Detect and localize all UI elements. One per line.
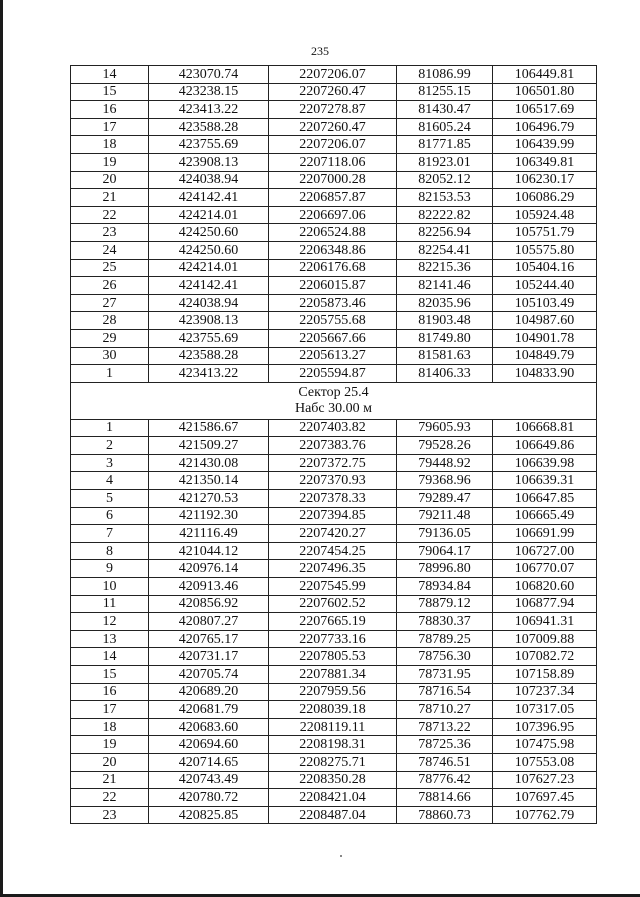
sector-header-section bbox=[71, 382, 597, 419]
coord-x-cell: 423755.69 bbox=[149, 329, 269, 347]
local-y-cell: 105404.16 bbox=[493, 259, 597, 277]
local-x-cell: 79136.05 bbox=[397, 525, 493, 543]
local-y-cell: 105103.49 bbox=[493, 294, 597, 312]
point-number-cell: 20 bbox=[71, 753, 149, 771]
local-y-cell: 104849.79 bbox=[493, 347, 597, 365]
coord-y-cell: 2208198.31 bbox=[269, 736, 397, 754]
local-x-cell: 78713.22 bbox=[397, 718, 493, 736]
coord-x-cell: 421044.12 bbox=[149, 542, 269, 560]
local-y-cell: 106517.69 bbox=[493, 101, 597, 119]
table-row bbox=[71, 454, 597, 472]
table-row bbox=[71, 525, 597, 543]
coord-y-cell: 2208119.11 bbox=[269, 718, 397, 736]
local-y-cell: 106820.60 bbox=[493, 578, 597, 596]
local-x-cell: 78776.42 bbox=[397, 771, 493, 789]
local-x-cell: 82254.41 bbox=[397, 241, 493, 259]
table-row bbox=[71, 294, 597, 312]
table-row bbox=[71, 630, 597, 648]
coord-y-cell: 2207206.07 bbox=[269, 66, 397, 84]
table-row bbox=[71, 277, 597, 295]
table-row bbox=[71, 666, 597, 684]
coord-y-cell: 2207665.19 bbox=[269, 613, 397, 631]
local-y-cell: 106941.31 bbox=[493, 613, 597, 631]
coord-x-cell: 424214.01 bbox=[149, 206, 269, 224]
table-row bbox=[71, 419, 597, 437]
table-row bbox=[71, 753, 597, 771]
point-number-cell: 4 bbox=[71, 472, 149, 490]
local-y-cell: 105244.40 bbox=[493, 277, 597, 295]
coord-y-cell: 2205594.87 bbox=[269, 365, 397, 383]
coord-y-cell: 2207496.35 bbox=[269, 560, 397, 578]
coord-y-cell: 2208487.04 bbox=[269, 806, 397, 824]
coord-y-cell: 2207372.75 bbox=[269, 454, 397, 472]
coord-y-cell: 2207881.34 bbox=[269, 666, 397, 684]
coord-y-cell: 2206348.86 bbox=[269, 241, 397, 259]
sector-header-row bbox=[71, 382, 597, 419]
local-x-cell: 82222.82 bbox=[397, 206, 493, 224]
sector-header-cell bbox=[71, 382, 597, 419]
local-x-cell: 78756.30 bbox=[397, 648, 493, 666]
table-row bbox=[71, 683, 597, 701]
local-x-cell: 78996.80 bbox=[397, 560, 493, 578]
local-y-cell: 107475.98 bbox=[493, 736, 597, 754]
coord-x-cell: 421192.30 bbox=[149, 507, 269, 525]
coord-x-cell: 420681.79 bbox=[149, 701, 269, 719]
coord-y-cell: 2207118.06 bbox=[269, 153, 397, 171]
table-row bbox=[71, 648, 597, 666]
local-x-cell: 79368.96 bbox=[397, 472, 493, 490]
coord-x-cell: 423588.28 bbox=[149, 118, 269, 136]
point-number-cell: 5 bbox=[71, 490, 149, 508]
local-y-cell: 106501.80 bbox=[493, 83, 597, 101]
coord-y-cell: 2207378.33 bbox=[269, 490, 397, 508]
coord-y-cell: 2208350.28 bbox=[269, 771, 397, 789]
point-number-cell: 29 bbox=[71, 329, 149, 347]
local-x-cell: 79064.17 bbox=[397, 542, 493, 560]
point-number-cell: 24 bbox=[71, 241, 149, 259]
coord-x-cell: 420714.65 bbox=[149, 753, 269, 771]
point-number-cell: 20 bbox=[71, 171, 149, 189]
local-y-cell: 107627.23 bbox=[493, 771, 597, 789]
point-number-cell: 23 bbox=[71, 806, 149, 824]
table-row bbox=[71, 542, 597, 560]
point-number-cell: 6 bbox=[71, 507, 149, 525]
coord-y-cell: 2208275.71 bbox=[269, 753, 397, 771]
coord-x-cell: 423908.13 bbox=[149, 312, 269, 330]
coord-x-cell: 421430.08 bbox=[149, 454, 269, 472]
coord-x-cell: 420694.60 bbox=[149, 736, 269, 754]
coord-x-cell: 424214.01 bbox=[149, 259, 269, 277]
coord-x-cell: 421586.67 bbox=[149, 419, 269, 437]
local-x-cell: 78725.36 bbox=[397, 736, 493, 754]
coord-x-cell: 421509.27 bbox=[149, 437, 269, 455]
point-number-cell: 16 bbox=[71, 101, 149, 119]
coord-x-cell: 423070.74 bbox=[149, 66, 269, 84]
local-x-cell: 79211.48 bbox=[397, 507, 493, 525]
local-y-cell: 106639.31 bbox=[493, 472, 597, 490]
table-row bbox=[71, 66, 597, 84]
local-y-cell: 107237.34 bbox=[493, 683, 597, 701]
table-row bbox=[71, 771, 597, 789]
local-x-cell: 78860.73 bbox=[397, 806, 493, 824]
table-row bbox=[71, 789, 597, 807]
table-row bbox=[71, 101, 597, 119]
point-number-cell: 22 bbox=[71, 206, 149, 224]
local-x-cell: 82052.12 bbox=[397, 171, 493, 189]
coord-x-cell: 421116.49 bbox=[149, 525, 269, 543]
local-y-cell: 107082.72 bbox=[493, 648, 597, 666]
point-number-cell: 18 bbox=[71, 136, 149, 154]
local-x-cell: 78716.54 bbox=[397, 683, 493, 701]
local-x-cell: 81255.15 bbox=[397, 83, 493, 101]
table-row bbox=[71, 241, 597, 259]
local-y-cell: 107317.05 bbox=[493, 701, 597, 719]
local-x-cell: 81605.24 bbox=[397, 118, 493, 136]
coord-y-cell: 2205613.27 bbox=[269, 347, 397, 365]
coord-y-cell: 2207805.53 bbox=[269, 648, 397, 666]
local-y-cell: 106086.29 bbox=[493, 189, 597, 207]
coord-x-cell: 420705.74 bbox=[149, 666, 269, 684]
local-y-cell: 107009.88 bbox=[493, 630, 597, 648]
coord-x-cell: 420825.85 bbox=[149, 806, 269, 824]
local-x-cell: 78710.27 bbox=[397, 701, 493, 719]
table-section-after bbox=[71, 419, 597, 824]
table-row bbox=[71, 347, 597, 365]
local-x-cell: 82256.94 bbox=[397, 224, 493, 242]
local-x-cell: 79605.93 bbox=[397, 419, 493, 437]
local-y-cell: 106647.85 bbox=[493, 490, 597, 508]
table-row bbox=[71, 613, 597, 631]
local-y-cell: 104901.78 bbox=[493, 329, 597, 347]
table-row bbox=[71, 437, 597, 455]
coord-x-cell: 423413.22 bbox=[149, 101, 269, 119]
table-row bbox=[71, 507, 597, 525]
local-x-cell: 78879.12 bbox=[397, 595, 493, 613]
coord-x-cell: 420743.49 bbox=[149, 771, 269, 789]
table-row bbox=[71, 595, 597, 613]
local-y-cell: 104833.90 bbox=[493, 365, 597, 383]
point-number-cell: 14 bbox=[71, 66, 149, 84]
point-number-cell: 17 bbox=[71, 701, 149, 719]
local-y-cell: 106349.81 bbox=[493, 153, 597, 171]
point-number-cell: 15 bbox=[71, 666, 149, 684]
coord-y-cell: 2206697.06 bbox=[269, 206, 397, 224]
coord-y-cell: 2207454.25 bbox=[269, 542, 397, 560]
point-number-cell: 30 bbox=[71, 347, 149, 365]
coord-x-cell: 424142.41 bbox=[149, 189, 269, 207]
coord-x-cell: 423588.28 bbox=[149, 347, 269, 365]
local-y-cell: 105575.80 bbox=[493, 241, 597, 259]
local-x-cell: 82141.46 bbox=[397, 277, 493, 295]
coord-x-cell: 424250.60 bbox=[149, 241, 269, 259]
local-x-cell: 82153.53 bbox=[397, 189, 493, 207]
coord-x-cell: 420807.27 bbox=[149, 613, 269, 631]
point-number-cell: 19 bbox=[71, 736, 149, 754]
point-number-cell: 1 bbox=[71, 365, 149, 383]
local-x-cell: 82215.36 bbox=[397, 259, 493, 277]
local-x-cell: 78731.95 bbox=[397, 666, 493, 684]
coord-y-cell: 2207383.76 bbox=[269, 437, 397, 455]
table-row bbox=[71, 718, 597, 736]
local-y-cell: 106449.81 bbox=[493, 66, 597, 84]
local-y-cell: 104987.60 bbox=[493, 312, 597, 330]
coord-y-cell: 2207602.52 bbox=[269, 595, 397, 613]
local-y-cell: 106439.99 bbox=[493, 136, 597, 154]
table-row bbox=[71, 171, 597, 189]
table-row bbox=[71, 806, 597, 824]
local-x-cell: 82035.96 bbox=[397, 294, 493, 312]
local-y-cell: 106639.98 bbox=[493, 454, 597, 472]
table-row bbox=[71, 736, 597, 754]
sector-title: Сектор 25.4 bbox=[298, 384, 369, 400]
coord-y-cell: 2207000.28 bbox=[269, 171, 397, 189]
coord-y-cell: 2208039.18 bbox=[269, 701, 397, 719]
coord-x-cell: 420856.92 bbox=[149, 595, 269, 613]
local-x-cell: 81430.47 bbox=[397, 101, 493, 119]
point-number-cell: 14 bbox=[71, 648, 149, 666]
point-number-cell: 3 bbox=[71, 454, 149, 472]
coord-x-cell: 423413.22 bbox=[149, 365, 269, 383]
coord-y-cell: 2205755.68 bbox=[269, 312, 397, 330]
table-row bbox=[71, 118, 597, 136]
scan-speck bbox=[340, 855, 342, 857]
coord-x-cell: 423908.13 bbox=[149, 153, 269, 171]
point-number-cell: 9 bbox=[71, 560, 149, 578]
local-x-cell: 78746.51 bbox=[397, 753, 493, 771]
local-y-cell: 106496.79 bbox=[493, 118, 597, 136]
coord-y-cell: 2207420.27 bbox=[269, 525, 397, 543]
table-row bbox=[71, 136, 597, 154]
local-x-cell: 78934.84 bbox=[397, 578, 493, 596]
coord-y-cell: 2207733.16 bbox=[269, 630, 397, 648]
sector-subtitle: Набс 30.00 м bbox=[294, 400, 373, 416]
coord-y-cell: 2207206.07 bbox=[269, 136, 397, 154]
local-x-cell: 79448.92 bbox=[397, 454, 493, 472]
point-number-cell: 11 bbox=[71, 595, 149, 613]
local-x-cell: 81749.80 bbox=[397, 329, 493, 347]
local-x-cell: 81406.33 bbox=[397, 365, 493, 383]
point-number-cell: 26 bbox=[71, 277, 149, 295]
coord-x-cell: 420731.17 bbox=[149, 648, 269, 666]
local-y-cell: 107158.89 bbox=[493, 666, 597, 684]
page-number: 235 bbox=[311, 44, 329, 58]
point-number-cell: 21 bbox=[71, 189, 149, 207]
coord-y-cell: 2206176.68 bbox=[269, 259, 397, 277]
coord-x-cell: 423755.69 bbox=[149, 136, 269, 154]
local-y-cell: 107697.45 bbox=[493, 789, 597, 807]
coord-y-cell: 2207260.47 bbox=[269, 118, 397, 136]
coord-y-cell: 2207545.99 bbox=[269, 578, 397, 596]
table-row bbox=[71, 490, 597, 508]
point-number-cell: 25 bbox=[71, 259, 149, 277]
local-y-cell: 106230.17 bbox=[493, 171, 597, 189]
coord-y-cell: 2206857.87 bbox=[269, 189, 397, 207]
local-y-cell: 107762.79 bbox=[493, 806, 597, 824]
coord-x-cell: 423238.15 bbox=[149, 83, 269, 101]
point-number-cell: 2 bbox=[71, 437, 149, 455]
point-number-cell: 8 bbox=[71, 542, 149, 560]
coord-y-cell: 2207370.93 bbox=[269, 472, 397, 490]
coord-y-cell: 2207260.47 bbox=[269, 83, 397, 101]
table-section-before bbox=[71, 66, 597, 383]
local-x-cell: 78814.66 bbox=[397, 789, 493, 807]
coord-x-cell: 420689.20 bbox=[149, 683, 269, 701]
local-y-cell: 106668.81 bbox=[493, 419, 597, 437]
coord-y-cell: 2207394.85 bbox=[269, 507, 397, 525]
point-number-cell: 23 bbox=[71, 224, 149, 242]
table-row bbox=[71, 259, 597, 277]
coord-y-cell: 2205873.46 bbox=[269, 294, 397, 312]
coordinates-table bbox=[70, 65, 597, 824]
local-x-cell: 78830.37 bbox=[397, 613, 493, 631]
coord-x-cell: 420780.72 bbox=[149, 789, 269, 807]
coord-x-cell: 421350.14 bbox=[149, 472, 269, 490]
point-number-cell: 7 bbox=[71, 525, 149, 543]
coord-x-cell: 424250.60 bbox=[149, 224, 269, 242]
coord-x-cell: 424142.41 bbox=[149, 277, 269, 295]
local-y-cell: 107553.08 bbox=[493, 753, 597, 771]
local-y-cell: 106665.49 bbox=[493, 507, 597, 525]
local-x-cell: 79528.26 bbox=[397, 437, 493, 455]
coord-y-cell: 2208421.04 bbox=[269, 789, 397, 807]
local-y-cell: 106727.00 bbox=[493, 542, 597, 560]
point-number-cell: 10 bbox=[71, 578, 149, 596]
point-number-cell: 19 bbox=[71, 153, 149, 171]
coord-y-cell: 2205667.66 bbox=[269, 329, 397, 347]
point-number-cell: 22 bbox=[71, 789, 149, 807]
point-number-cell: 15 bbox=[71, 83, 149, 101]
point-number-cell: 16 bbox=[71, 683, 149, 701]
local-y-cell: 106691.99 bbox=[493, 525, 597, 543]
point-number-cell: 28 bbox=[71, 312, 149, 330]
local-x-cell: 78789.25 bbox=[397, 630, 493, 648]
table-row bbox=[71, 472, 597, 490]
table-row bbox=[71, 329, 597, 347]
table-row bbox=[71, 206, 597, 224]
coord-x-cell: 421270.53 bbox=[149, 490, 269, 508]
local-y-cell: 105751.79 bbox=[493, 224, 597, 242]
point-number-cell: 21 bbox=[71, 771, 149, 789]
table-row bbox=[71, 312, 597, 330]
local-x-cell: 81581.63 bbox=[397, 347, 493, 365]
local-y-cell: 105924.48 bbox=[493, 206, 597, 224]
local-x-cell: 79289.47 bbox=[397, 490, 493, 508]
coord-x-cell: 420976.14 bbox=[149, 560, 269, 578]
table-row bbox=[71, 365, 597, 383]
local-y-cell: 106649.86 bbox=[493, 437, 597, 455]
table-row bbox=[71, 701, 597, 719]
table-row bbox=[71, 189, 597, 207]
local-y-cell: 106770.07 bbox=[493, 560, 597, 578]
table-row bbox=[71, 153, 597, 171]
point-number-cell: 12 bbox=[71, 613, 149, 631]
local-y-cell: 106877.94 bbox=[493, 595, 597, 613]
coord-x-cell: 420683.60 bbox=[149, 718, 269, 736]
coord-y-cell: 2207278.87 bbox=[269, 101, 397, 119]
point-number-cell: 1 bbox=[71, 419, 149, 437]
point-number-cell: 17 bbox=[71, 118, 149, 136]
table-row bbox=[71, 560, 597, 578]
point-number-cell: 18 bbox=[71, 718, 149, 736]
table-row bbox=[71, 83, 597, 101]
table-row bbox=[71, 224, 597, 242]
coord-y-cell: 2206015.87 bbox=[269, 277, 397, 295]
coord-y-cell: 2207403.82 bbox=[269, 419, 397, 437]
coord-x-cell: 424038.94 bbox=[149, 294, 269, 312]
local-x-cell: 81771.85 bbox=[397, 136, 493, 154]
coord-x-cell: 420765.17 bbox=[149, 630, 269, 648]
local-y-cell: 107396.95 bbox=[493, 718, 597, 736]
coord-x-cell: 424038.94 bbox=[149, 171, 269, 189]
point-number-cell: 27 bbox=[71, 294, 149, 312]
table-row bbox=[71, 578, 597, 596]
local-x-cell: 81903.48 bbox=[397, 312, 493, 330]
coord-y-cell: 2207959.56 bbox=[269, 683, 397, 701]
point-number-cell: 13 bbox=[71, 630, 149, 648]
coord-x-cell: 420913.46 bbox=[149, 578, 269, 596]
local-x-cell: 81086.99 bbox=[397, 66, 493, 84]
coord-y-cell: 2206524.88 bbox=[269, 224, 397, 242]
local-x-cell: 81923.01 bbox=[397, 153, 493, 171]
